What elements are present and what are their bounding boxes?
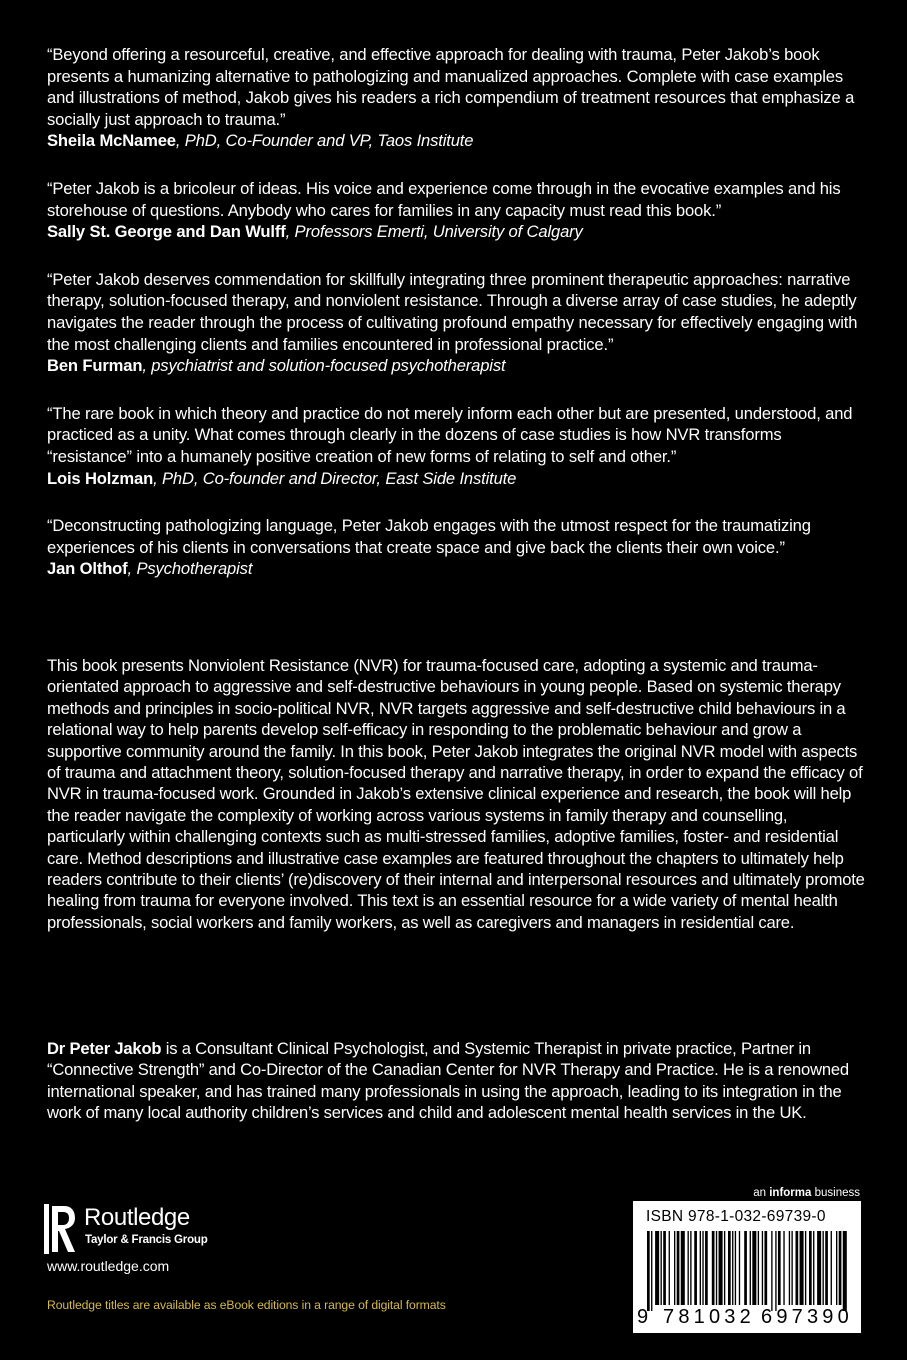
endorser-name: Jan Olthof xyxy=(47,559,128,579)
informa-prefix: an xyxy=(753,1187,770,1199)
barcode-bar xyxy=(674,1231,675,1305)
publisher-logo xyxy=(44,1200,344,1260)
author-bio-text: is a Consultant Clinical Psychologist, and Systemic Therapist in private practice, Partner in “Connective Strength” and Co-Director of the Canadian Center for NVR Therapy and Practice. He is a renowned international speaker, and has trained many professionals in using the approach, leading to its integration in the work of many local authority children’s services and child and adolescent mental health services in the UK. xyxy=(47,1039,849,1123)
isbn-label: ISBN 978-1-032-69739-0 xyxy=(646,1208,826,1225)
barcode-bar xyxy=(647,1231,650,1311)
publisher-website: www.routledge.com xyxy=(47,1258,170,1274)
barcode-bar xyxy=(789,1231,790,1305)
barcode-bar xyxy=(762,1231,763,1305)
publisher-group: Taylor & Francis Group xyxy=(85,1234,208,1246)
barcode-bar xyxy=(732,1231,733,1305)
barcode-bar xyxy=(739,1231,740,1305)
barcode-bar xyxy=(839,1231,842,1305)
barcode-bar xyxy=(831,1231,832,1305)
barcode-bar xyxy=(661,1231,662,1305)
endorser-role: , PhD, Co-founder and Director, East Side Institute xyxy=(153,468,517,488)
author-name: Dr Peter Jakob xyxy=(47,1039,162,1058)
barcode-bar xyxy=(681,1231,685,1305)
barcode-bar xyxy=(669,1231,670,1305)
endorsement xyxy=(47,178,869,243)
barcode-digit-first: 9 xyxy=(637,1306,653,1328)
barcode-bar xyxy=(809,1231,812,1305)
endorser-role: , Professors Emerti, University of Calgary xyxy=(285,222,583,242)
barcode-bar xyxy=(843,1231,847,1311)
endorser-name: Sally St. George and Dan Wulff xyxy=(47,222,286,242)
barcode-bar xyxy=(700,1231,701,1305)
endorser-name: Ben Furman xyxy=(47,356,143,376)
endorsement-attribution xyxy=(47,468,869,490)
barcode-bar xyxy=(694,1231,697,1305)
endorsement xyxy=(47,515,869,580)
barcode-bar xyxy=(655,1231,659,1305)
barcode-bar xyxy=(750,1231,751,1305)
barcode-bar xyxy=(712,1231,715,1305)
endorsement-quote: “The rare book in which theory and practice do not merely inform each other but are presented, understood, and practiced as a unity. What comes through clearly in the dozens of case studies is how NVR transforms “resistance” into a humanely positive creation of new forms of relating to self and other.” xyxy=(47,403,853,466)
barcode-bar xyxy=(651,1231,652,1311)
endorsement-quote: “Deconstructing pathologizing language, Peter Jakob engages with the utmost respect for the traumatizing experiences of his clients in conversations that create space and give back the clients their own voice.” xyxy=(47,516,811,557)
endorsement-attribution xyxy=(47,130,869,152)
endorsement-attribution xyxy=(47,221,869,243)
barcode-bar xyxy=(752,1231,756,1305)
endorser-role: , PhD, Co-Founder and VP, Taos Institute xyxy=(175,131,474,151)
barcode-bar xyxy=(724,1231,725,1305)
barcode-bar xyxy=(663,1231,666,1305)
barcode-bar xyxy=(735,1231,736,1305)
endorsement-attribution xyxy=(47,355,869,377)
informa-name: informa xyxy=(769,1187,812,1199)
informa-suffix: business xyxy=(811,1187,860,1199)
barcode-bar xyxy=(719,1231,723,1305)
barcode-bar xyxy=(771,1231,772,1311)
ebook-note: Routledge titles are available as eBook editions in a range of digital formats xyxy=(47,1298,446,1312)
barcode-bar xyxy=(764,1231,767,1305)
routledge-logo-icon xyxy=(44,1204,76,1254)
endorser-role: , psychiatrist and solution-focused psychotherapist xyxy=(142,356,506,376)
endorsement-attribution xyxy=(47,558,869,580)
barcode-bar xyxy=(744,1231,747,1305)
barcode-digit-group-1: 781032 xyxy=(663,1306,755,1328)
endorsement xyxy=(47,403,869,489)
isbn-barcode xyxy=(633,1201,861,1333)
barcode-bar xyxy=(796,1231,799,1305)
barcode-bar xyxy=(813,1231,814,1305)
barcode-bar xyxy=(758,1231,759,1305)
barcode-bar xyxy=(791,1231,792,1305)
endorser-name: Lois Holzman xyxy=(47,468,154,488)
publisher-name: Routledge xyxy=(84,1204,190,1231)
author-bio xyxy=(47,1038,867,1124)
barcode-bar xyxy=(778,1231,781,1305)
endorsement-quote: “Peter Jakob deserves commendation for skillfully integrating three prominent therapeutic approaches: narrative therapy, solution-focused therapy, and nonviolent resistance. Through a diverse array of case studies, he adeptly navigates the reader through the process of cultivating profound empathy necessary for effectively engaging with the most challenging clients and families encountered in professional practice.” xyxy=(47,269,858,354)
barcode-bar xyxy=(716,1231,717,1305)
endorsement xyxy=(47,44,869,152)
barcode-bar xyxy=(728,1231,731,1305)
endorser-role: , Psychotherapist xyxy=(127,559,253,579)
endorsements xyxy=(47,44,869,606)
endorsement-quote: “Peter Jakob is a bricoleur of ideas. His voice and experience come through in the evocative examples and his storehouse of questions. Anybody who cares for families in any capacity must read this book.” xyxy=(47,178,841,220)
book-description: This book presents Nonviolent Resistance (NVR) for trauma-focused care, adopting a systemic and trauma-orientated approach to aggressive and self-destructive behaviours in young people. Based on systemic therapy methods and principles in socio-political NVR, NVR targets aggressive and self-destructive child behaviours in a relational way to help parents develop self-efficacy in responding to the problematic behaviour and grow a supportive community around the family. In this book, Peter Jakob integrates the original NVR model with aspects of trauma and attachment theory, solution-focused therapy and narrative therapy, in order to expand the efficacy of NVR in trauma-focused work. Grounded in Jakob’s extensive clinical experience and research, the book will help the reader navigate the complexity of working across various systems in family therapy and counselling, particularly within challenging contexts such as multi-stressed families, adoptive families, foster- and residential care. Method descriptions and illustrative case examples are featured throughout the chapters to ultimately help readers contribute to their clients’ (re)discovery of their internal and interpersonal resources and ultimately promote healing from trauma for everyone involved. This text is an essential resource for a wide variety of mental health professionals, social workers and family workers, as well as caregivers and managers in residential care. xyxy=(47,656,865,932)
barcode-digit-group-2: 697390 xyxy=(761,1306,853,1328)
barcode-bar xyxy=(688,1231,689,1305)
barcode-bar xyxy=(690,1231,691,1305)
barcode-bar xyxy=(825,1231,828,1305)
barcode-bar xyxy=(836,1231,837,1305)
endorsement xyxy=(47,269,869,377)
barcode-bar xyxy=(800,1231,804,1305)
endorsement-quote: “Beyond offering a resourceful, creative, and effective approach for dealing with trauma, Peter Jakob’s book presents a humanizing alternative to pathologizing and manualized approaches. Complete with case examples and illustrations of method, Jakob gives his readers a rich compendium of treatment resources that emphasize a socially just approach to trauma.” xyxy=(47,45,855,129)
barcode-bar xyxy=(783,1231,784,1305)
barcode-bar xyxy=(775,1231,776,1311)
barcode-bar xyxy=(677,1231,680,1305)
barcode-bar xyxy=(702,1231,703,1305)
endorser-name: Sheila McNamee xyxy=(47,131,176,151)
barcode-bar xyxy=(705,1231,708,1305)
informa-business-label xyxy=(753,1187,860,1199)
barcode-bar xyxy=(817,1231,821,1305)
barcode-bar xyxy=(805,1231,806,1305)
barcode-digits xyxy=(633,1306,861,1332)
barcode-bar xyxy=(823,1231,824,1305)
